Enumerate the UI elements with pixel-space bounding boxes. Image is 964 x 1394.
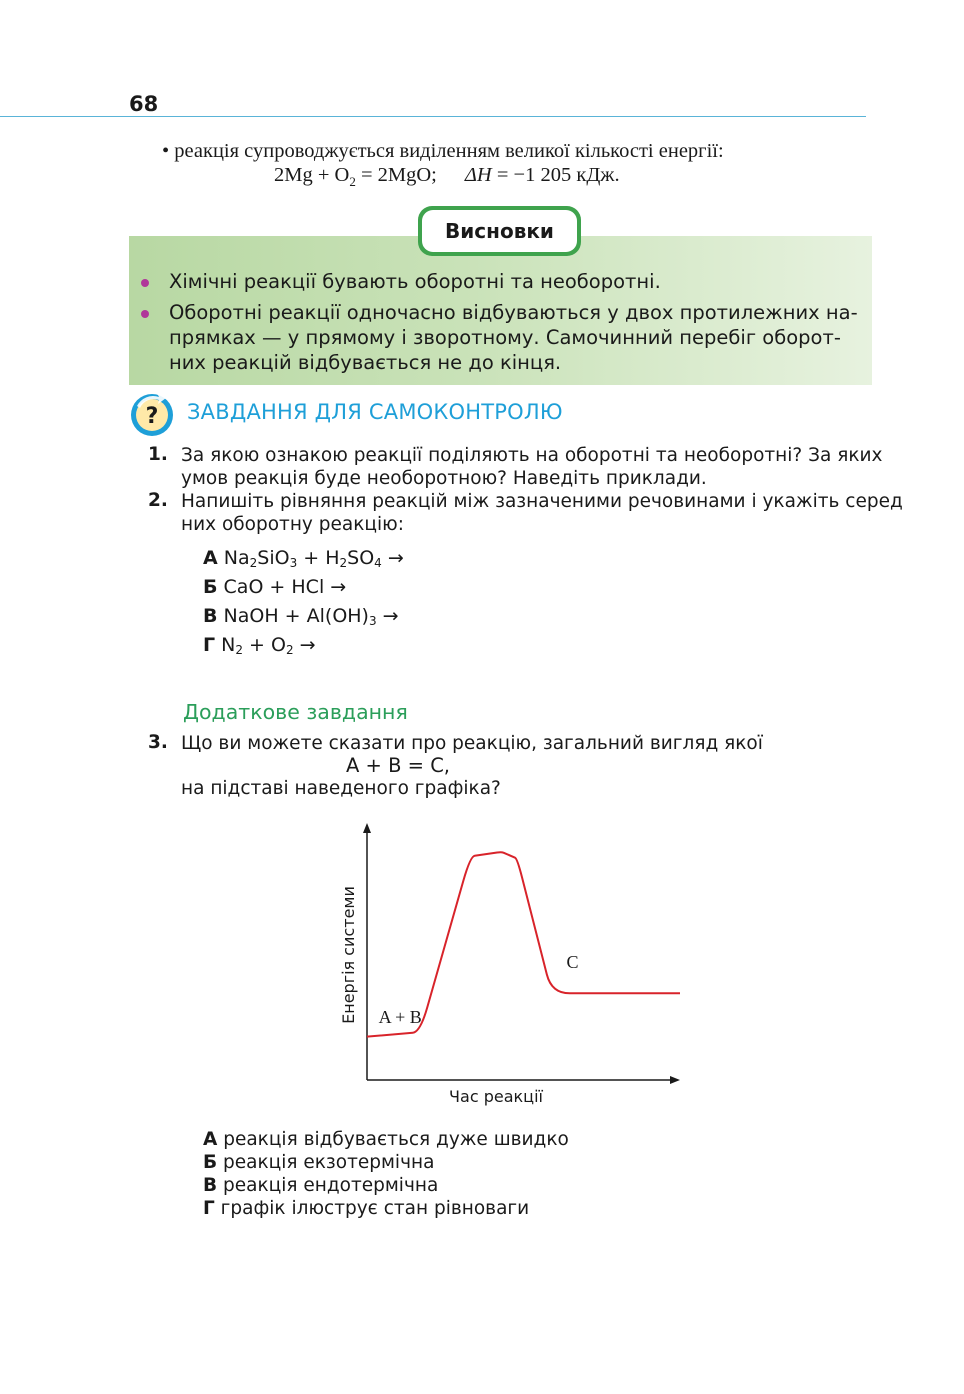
extra-task-title: Додаткове завдання	[183, 700, 408, 724]
formula-part: CaO + HCl →	[223, 576, 347, 598]
answer-letter: А	[203, 1129, 218, 1150]
answer-option	[203, 1175, 438, 1196]
formula-part: Na	[223, 547, 250, 569]
intro-equation	[274, 164, 620, 190]
y-axis-arrow-icon	[363, 823, 371, 833]
formula-subscript: 2	[249, 556, 258, 570]
formula-part: + O	[243, 634, 286, 656]
option-letter: В	[203, 605, 218, 627]
conclusion-item	[169, 300, 858, 375]
task-line: на підставі наведеного графіка?	[181, 778, 501, 799]
arrow-icon: →	[293, 634, 316, 656]
task-line: умов реакція буде необоротною? Наведіть приклади.	[181, 468, 707, 489]
answer-text: реакція ендотермічна	[217, 1175, 439, 1196]
conclusion-line: прямках — у прямому і зворотному. Самочинний перебіг оборот-	[169, 326, 841, 349]
task-text	[181, 490, 903, 536]
chart-axes	[363, 823, 680, 1084]
formula-subscript: 2	[235, 643, 244, 657]
formula-subscript: 2	[285, 643, 294, 657]
formula-subscript: 4	[374, 556, 382, 570]
task-line: Що ви можете сказати про реакцію, загальний вигляд якої	[181, 733, 763, 754]
option-letter: А	[203, 547, 218, 569]
chart-annotation-1: C	[566, 952, 579, 973]
conclusions-badge	[418, 206, 581, 256]
conclusion-bullet-icon	[141, 310, 149, 318]
intro-bullet-text: • реакція супроводжується виділенням великої кількості енергії:	[162, 140, 724, 162]
enthalpy-symbol: ΔH	[464, 164, 492, 186]
chart-annotation-0: A + B	[378, 1006, 422, 1027]
enthalpy-value: = −1 205 кДж.	[491, 164, 620, 186]
option-letter: Г	[203, 634, 216, 656]
question-mark-icon	[129, 392, 175, 438]
page-number: 68	[129, 92, 159, 116]
header-rule	[0, 116, 866, 117]
answer-letter: В	[203, 1175, 218, 1196]
conclusion-bullet-icon	[141, 279, 149, 287]
option-b	[203, 576, 346, 598]
formula-subscript: 3	[289, 556, 298, 570]
answer-letter: Б	[203, 1152, 218, 1173]
equation-rhs: = 2MgO;	[355, 164, 437, 186]
task-line: Напишіть рівняння реакцій між зазначеними речовинами і укажіть серед	[181, 491, 903, 512]
reaction-formula: A + B = C,	[346, 754, 451, 777]
answer-letter: Г	[203, 1198, 215, 1219]
task-line: За якою ознакою реакції поділяють на оборотні та необоротні? За яких	[181, 445, 883, 466]
option-a	[203, 547, 404, 570]
option-g	[203, 634, 316, 657]
arrow-icon: →	[376, 605, 399, 627]
conclusion-line: Оборотні реакції одночасно відбуваються у двох протилежних на-	[169, 301, 858, 324]
answer-option	[203, 1198, 529, 1219]
option-letter: Б	[203, 576, 218, 598]
formula-part: + H	[297, 547, 340, 569]
answer-text: реакція екзотермічна	[217, 1152, 435, 1173]
task-line: них оборотну реакцію:	[181, 514, 404, 535]
equation-subscript: 2	[349, 174, 356, 190]
answer-option	[203, 1129, 569, 1150]
equation-lhs: 2Mg + O	[274, 164, 350, 186]
formula-part: NaOH + Al(OH)	[223, 605, 369, 627]
answer-text: графік ілюструє стан рівноваги	[214, 1198, 530, 1219]
x-axis-arrow-icon	[670, 1076, 680, 1084]
formula-subscript: 3	[368, 614, 377, 628]
formula-subscript: 2	[339, 556, 348, 570]
task-number: 3.	[148, 732, 168, 753]
svg-text:?: ?	[145, 404, 159, 429]
task-number: 2.	[148, 490, 168, 511]
x-axis-label: Час реакції	[449, 1087, 543, 1106]
conclusion-line: Хімічні реакції бувають оборотні та необоротні.	[169, 270, 661, 293]
conclusion-item	[169, 269, 661, 294]
task-number: 1.	[148, 444, 168, 465]
answer-option	[203, 1152, 434, 1173]
task-text	[181, 444, 882, 490]
answer-text: реакція відбувається дуже швидко	[217, 1129, 569, 1150]
arrow-icon: →	[381, 547, 404, 569]
formula-part: N	[221, 634, 236, 656]
self-control-title: ЗАВДАННЯ ДЛЯ САМОКОНТРОЛЮ	[187, 400, 563, 424]
conclusions-title: Висновки	[422, 210, 577, 252]
formula-part: SO	[347, 547, 375, 569]
formula-part: SiO	[257, 547, 290, 569]
option-v	[203, 605, 399, 628]
conclusion-line: них реакцій відбувається не до кінця.	[169, 351, 562, 374]
y-axis-label: Енергія системи	[339, 886, 358, 1024]
energy-chart	[330, 815, 690, 1115]
